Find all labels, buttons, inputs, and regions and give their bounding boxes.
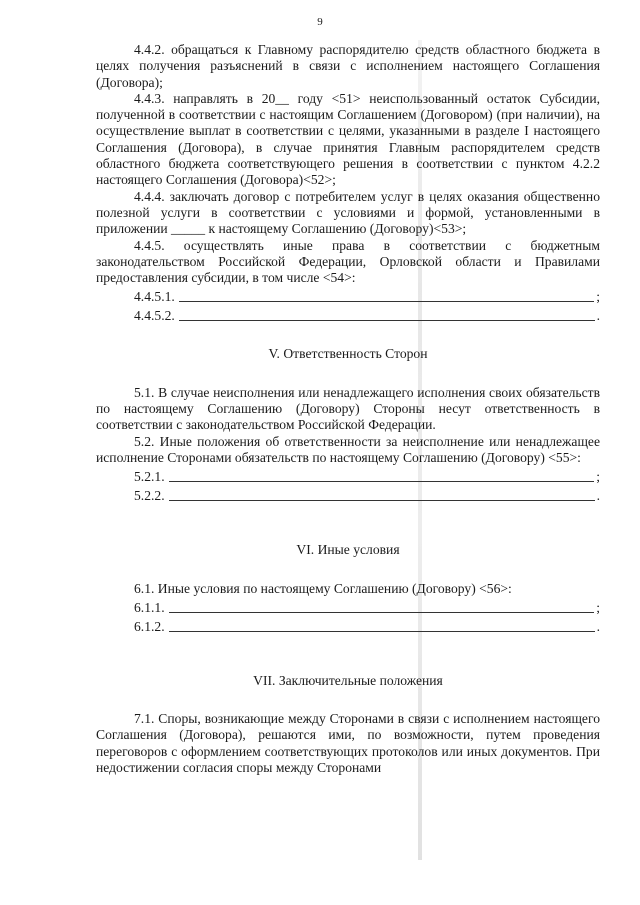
fill-line-6-1-1 [96,598,600,616]
fill-line-end: . [596,308,600,324]
fill-line-label: 4.4.5.2. [134,308,175,324]
paragraph-4-4-4: 4.4.4. заключать договор с потребителем услуг в целях оказания общественно полезной услуги в соответствии с условиями и формой, установленными в приложении _____ к настоящему Соглашению (Договору)<53>; [96,188,600,237]
fill-line-end: . [596,618,600,634]
fill-line-5-2-2 [96,486,600,504]
fill-line-end: ; [596,289,600,305]
blank-line [169,631,595,632]
paragraph-6-1: 6.1. Иные условия по настоящему Соглашению (Договору) <56>: [134,580,512,596]
fill-line-6-1-2 [96,617,600,635]
paragraph-4-4-5: 4.4.5. осуществлять иные права в соответствии с бюджетным законодательством Российской Федерации, Орловской области и Правилами предоставления субсидии, в том числе <54>: [96,237,600,286]
fill-line-label: 6.1.1. [134,599,165,615]
blank-line [169,500,595,501]
fill-line-end: . [596,487,600,503]
blank-line [179,301,594,302]
paragraph-5-1: 5.1. В случае неисполнения или ненадлежащего исполнения своих обязательств по настоящему Соглашению (Договору) Стороны несут ответственность в соответствии с законодательством Российской Федерации. [96,384,600,433]
paragraph-4-4-3: 4.4.3. направлять в 20__ году <51> неиспользованный остаток Субсидии, полученной в соответствии с настоящим Соглашением (Договором) (при наличии), на осуществление выплат в соответствии с целями, указанными в разделе I настоящего Соглашения (Договора), в случае принятия Главным распорядителем средств областного бюджета соответствующего решения в соответствии с пунктом 4.2.2 настоящего Соглашения (Договора)<52>; [96,90,600,188]
fill-line-5-2-1 [96,467,600,485]
fill-line-end: ; [596,599,600,615]
section-7-heading: VII. Заключительные положения [253,672,443,688]
fill-line-end: ; [596,468,600,484]
blank-line [169,481,595,482]
paragraph-7-1: 7.1. Споры, возникающие между Сторонами в связи с исполнением настоящего Соглашения (Договора), решаются ими, по возможности, путем проведения переговоров с оформлением соответствующих протоколов или иных документов. При недостижении согласия споры между Сторонами [96,711,600,776]
fill-line-label: 5.2.1. [134,468,165,484]
section-5-heading: V. Ответственность Сторон [268,346,428,362]
blank-line [169,612,595,613]
page-number: 9 [317,16,323,28]
fill-line-4-4-5-1 [96,287,600,305]
fill-line-label: 6.1.2. [134,618,165,634]
section-6-heading: VI. Иные условия [296,542,400,558]
fill-line-4-4-5-2 [96,306,600,324]
paragraph-5-2: 5.2. Иные положения об ответственности за неисполнение или ненадлежащее исполнение Сторонами обязательств по настоящему Соглашению (Договору) <55>: [96,433,600,465]
document-body [96,42,600,776]
paragraph-4-4-2: 4.4.2. обращаться к Главному распорядителю средств областного бюджета в целях получения разъяснений в связи с исполнением настоящего Соглашения (Договора); [96,42,600,90]
fill-line-label: 5.2.2. [134,487,165,503]
blank-line [179,320,595,321]
fill-line-label: 4.4.5.1. [134,289,175,305]
